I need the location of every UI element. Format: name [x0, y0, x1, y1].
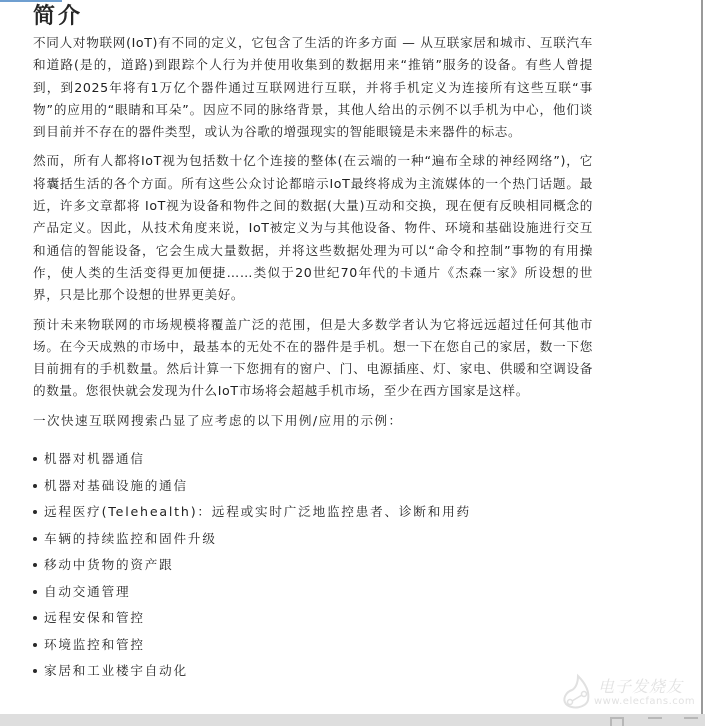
watermark-url: www.elecfans.com	[594, 696, 696, 707]
menu-icon[interactable]	[684, 717, 698, 726]
list-item-text: 远程安保和管控	[44, 610, 145, 626]
bullet-icon	[33, 484, 37, 488]
elecfans-logo-icon	[560, 672, 596, 714]
list-item	[33, 446, 593, 473]
list-item-text: 移动中货物的资产跟	[44, 557, 174, 573]
bullet-icon	[33, 616, 37, 620]
watermark	[560, 672, 700, 714]
bullet-icon	[33, 563, 37, 567]
list-item-text: 环境监控和管控	[44, 636, 145, 652]
bullet-icon	[33, 510, 37, 514]
list-item-text: 家居和工业楼宇自动化	[44, 663, 188, 679]
list-item	[33, 499, 593, 526]
list-item-text: 机器对基础设施的通信	[44, 477, 188, 493]
fit-page-icon[interactable]	[610, 717, 624, 726]
list-item	[33, 605, 593, 632]
list-item	[33, 632, 593, 659]
page-title: 简介	[33, 4, 84, 29]
list-item-text: 机器对机器通信	[44, 451, 145, 467]
bullet-icon	[33, 457, 37, 461]
bullet-icon	[33, 669, 37, 673]
list-item	[33, 552, 593, 579]
paragraph-2: 然而，所有人都将IoT视为包括数十亿个连接的整体(在云端的一种“遍布全球的神经网络”)，它将囊括生活的各个方面。所有这些公众讨论都暗示IoT最终将成为主流媒体的一个热门话题。最近，许多文章都将 IoT视为设备和物件之间的数据(大量)互动和交换，现在便有反映相同概念的产品定义。因此，从技术角度来说，IoT被定义为与其他设备、物件、环境和基础设施进行交互和通信的智能设备，它会生成大量数据，并将这些数据处理为可以“命令和控制”事物的有用操作，使人类的生活变得更加便捷……类似于20世纪70年代的卡通片《杰森一家》所设想的世界，只是比那个设想的世界更美好。	[33, 153, 593, 303]
paragraph-1: 不同人对物联网(IoT)有不同的定义，它包含了生活的许多方面 — 从互联家居和城市、互联汽车和道路(是的，道路)到跟踪个人行为并使用收集到的数据用来“推销”服务的设备。有些人曾提到，到2025年将有1万亿个器件通过互联网进行互联，并将手机定义为连接所有这些互联“事物”的应用的“眼睛和耳朵”。因应不同的脉络背景，其他人给出的示例不以手机为中心，他们谈到目前并不存在的器件类型，或认为谷歌的增强现实的智能眼镜是未来器件的标志。	[33, 35, 593, 140]
bottom-toolbar	[0, 714, 705, 726]
list-item-text: 远程医疗(Telehealth)：远程或实时广泛地监控患者、诊断和用药	[44, 504, 471, 520]
bullet-icon	[33, 590, 37, 594]
paragraph-3: 预计未来物联网的市场规模将覆盖广泛的范围，但是大多数学者认为它将远远超过任何其他市场。在今天成熟的市场中，最基本的无处不在的器件是手机。想一下在您自己的家居，数一下您目前拥有的手机数量。然后计算一下您拥有的窗户、门、电源插座、灯、家电、供暖和空调设备的数量。您很快就会发现为什么IoT市场将会超越手机市场，至少在西方国家是这样。	[33, 316, 593, 399]
list-item	[33, 526, 593, 553]
bullet-icon	[33, 643, 37, 647]
page-view-icon[interactable]	[648, 717, 662, 726]
use-case-intro: 一次快速互联网搜索凸显了应考虑的以下用例/应用的示例：	[33, 412, 403, 428]
use-case-list	[33, 446, 593, 685]
watermark-title: 电子发烧友	[598, 677, 684, 696]
page-right-border	[701, 0, 703, 714]
bullet-icon	[33, 537, 37, 541]
list-item-text: 车辆的持续监控和固件升级	[44, 530, 217, 546]
list-item-text: 自动交通管理	[44, 583, 131, 599]
list-item	[33, 473, 593, 500]
list-item	[33, 658, 593, 685]
list-item	[33, 579, 593, 606]
document-page	[33, 2, 593, 685]
